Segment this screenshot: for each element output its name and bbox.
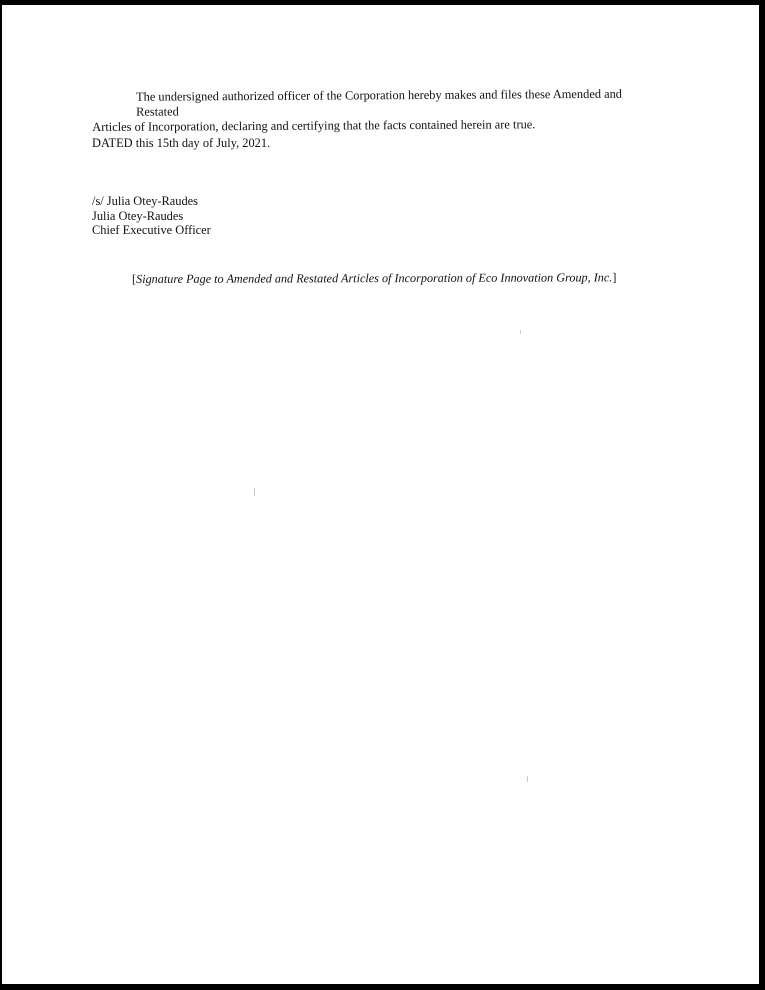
paragraph-line-2: Articles of Incorporation, declaring and certifying that the facts contained herein are true. (92, 117, 536, 134)
signer-name: Julia Otey-Raudes (92, 208, 184, 223)
paragraph-line-1: The undersigned authorized officer of the Corporation hereby makes and files these Amended and Restated (135, 86, 623, 119)
signature-page-caption (132, 270, 632, 287)
caption-open-bracket: [ (132, 271, 137, 286)
signature-block (92, 194, 211, 238)
scan-speck (527, 776, 528, 782)
scan-speck (520, 330, 521, 334)
signer-title: Chief Executive Officer (92, 223, 211, 238)
dated-line: DATED this 15th day of July, 2021. (92, 136, 271, 150)
certification-paragraph (92, 87, 664, 135)
scan-speck (254, 488, 255, 496)
caption-text: Signature Page to Amended and Restated Articles of Incorporation of Eco Innovation Group, Inc. (136, 270, 613, 286)
caption-close-bracket: ] (612, 270, 617, 285)
conformed-signature: /s/ Julia Otey-Raudes (92, 194, 198, 208)
